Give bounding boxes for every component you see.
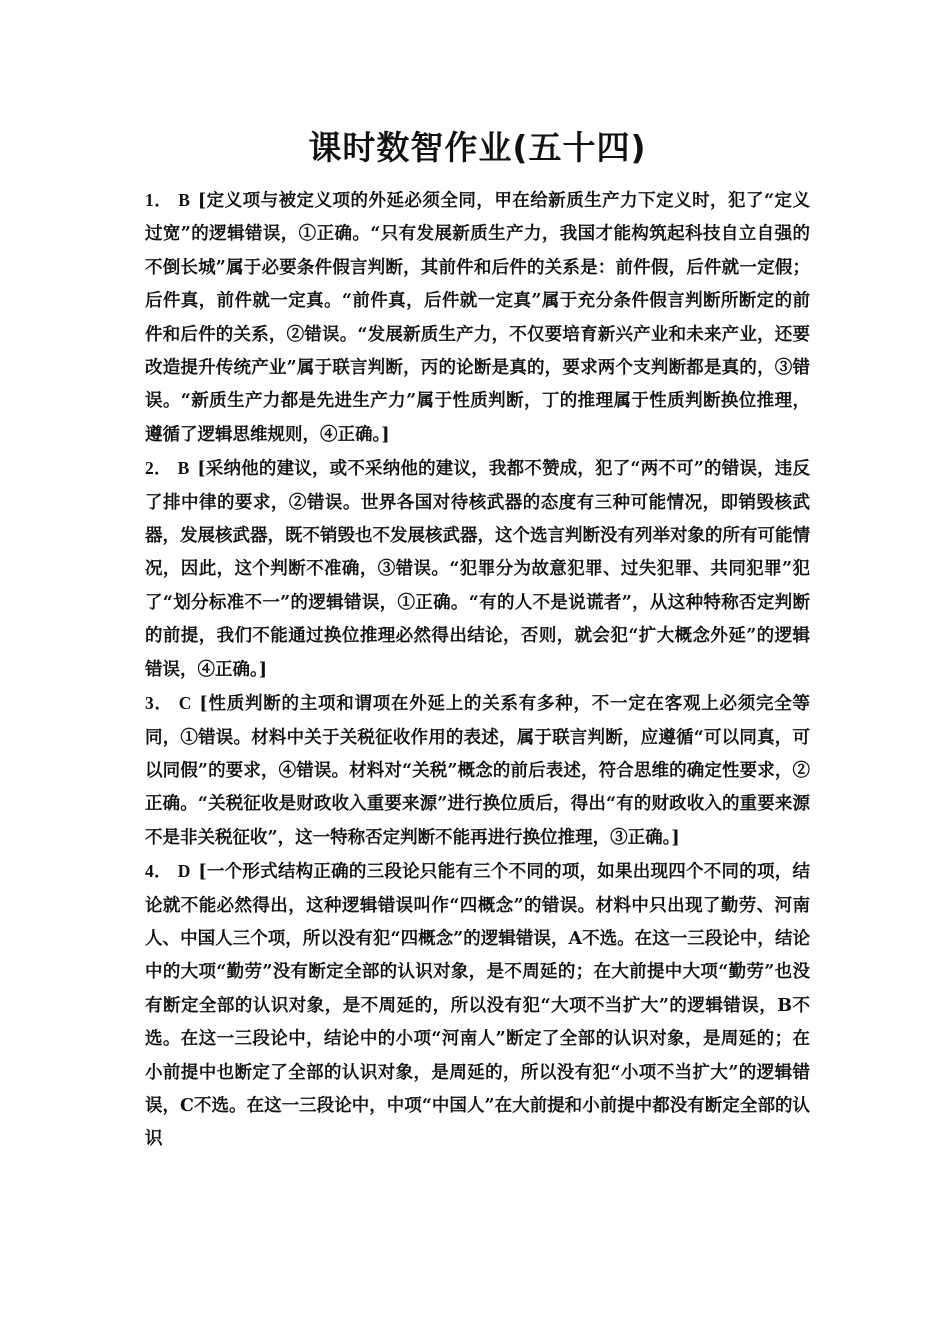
answer-choice: C [178, 693, 192, 714]
answer-number: 4． [145, 861, 172, 882]
answer-number: 2． [145, 458, 172, 479]
answer-item-3 [145, 687, 810, 855]
answer-choice: B [177, 458, 190, 479]
answer-explanation: [一个形式结构正确的三段论只能有三个不同的项，如果出现四个不同的项，结论就不能必然得出，这种逻辑错误叫作“四概念”的错误。材料中只出现了勤劳、河南人、中国人三个项，所以没有犯“四概念”的逻辑错误，A不选。在这一三段论中，结论中的大项“勤劳”没有断定全部的认识对象，是不周延的；在大前提中大项“勤劳”也没有断定全部的认识对象，是不周延的，所以没有犯“大项不当扩大”的逻辑错误，B不选。在这一三段论中，结论中的小项“河南人”断定了全部的认识对象，是周延的；在小前提中也断定了全部的认识对象，是周延的，所以没有犯“小项不当扩大”的逻辑错误，C不选。在这一三段论中，中项“中国人”在大前提和小前提中都没有断定全部的认识 [145, 862, 811, 1150]
answer-item-1 [145, 184, 810, 452]
answer-number: 3． [145, 693, 173, 714]
answer-choice: D [177, 861, 191, 882]
answer-explanation: [采纳他的建议，或不采纳他的建议，我都不赞成，犯了“两不可”的错误，违反了排中律的要求，②错误。世界各国对待核武器的态度有三种可能情况，即销毁核武器，发展核武器，既不销毁也不发展核武器，这个选言判断没有列举对象的所有可能情况，因此，这个判断不准确，③错误。“犯罪分为故意犯罪、过失犯罪、共同犯罪”犯了“划分标准不一”的逻辑错误，①正确。“有的人不是说谎者”，从这种特称否定判断的前提，我们不能通过换位推理必然得出结论，否则，就会犯“扩大概念外延”的逻辑错误，④正确。] [145, 459, 810, 680]
answer-explanation: [定义项与被定义项的外延必须全同，甲在给新质生产力下定义时，犯了“定义过宽”的逻辑错误，①正确。“只有发展新质生产力，我国才能构筑起科技自立自强的不倒长城”属于必要条件假言判断，其前件和后件的关系是：前件假，后件就一定假；后件真，前件就一定真。“前件真，后件就一定真”属于充分条件假言判断所断定的前件和后件的关系，②错误。“发展新质生产力，不仅要培育新兴产业和未来产业，还要改造提升传统产业”属于联言判断，丙的论断是真的，要求两个支判断都是真的，③错误。“新质生产力都是先进生产力”属于性质判断，丁的推理属于性质判断换位推理，遵循了逻辑思维规则，④正确。] [145, 191, 811, 445]
answer-item-4 [145, 855, 810, 1157]
answer-number: 1． [145, 190, 173, 210]
answer-item-2 [145, 452, 810, 687]
answer-explanation: [性质判断的主项和谓项在外延上的关系有多种，不一定在客观上必须完全等同，①错误。材料中关于关税征收作用的表述，属于联言判断，应遵循“可以同真，可以同假”的要求，④错误。材料对“关税”概念的前后表述，符合思维的确定性要求，②正确。“关税征收是财政收入重要来源”进行换位质后，得出“有的财政收入的重要来源不是非关税征收”，这一特称否定判断不能再进行换位推理，③正确。] [145, 694, 811, 848]
answer-choice: B [178, 190, 190, 210]
page-title: 课时数智作业(五十四) [308, 128, 647, 167]
